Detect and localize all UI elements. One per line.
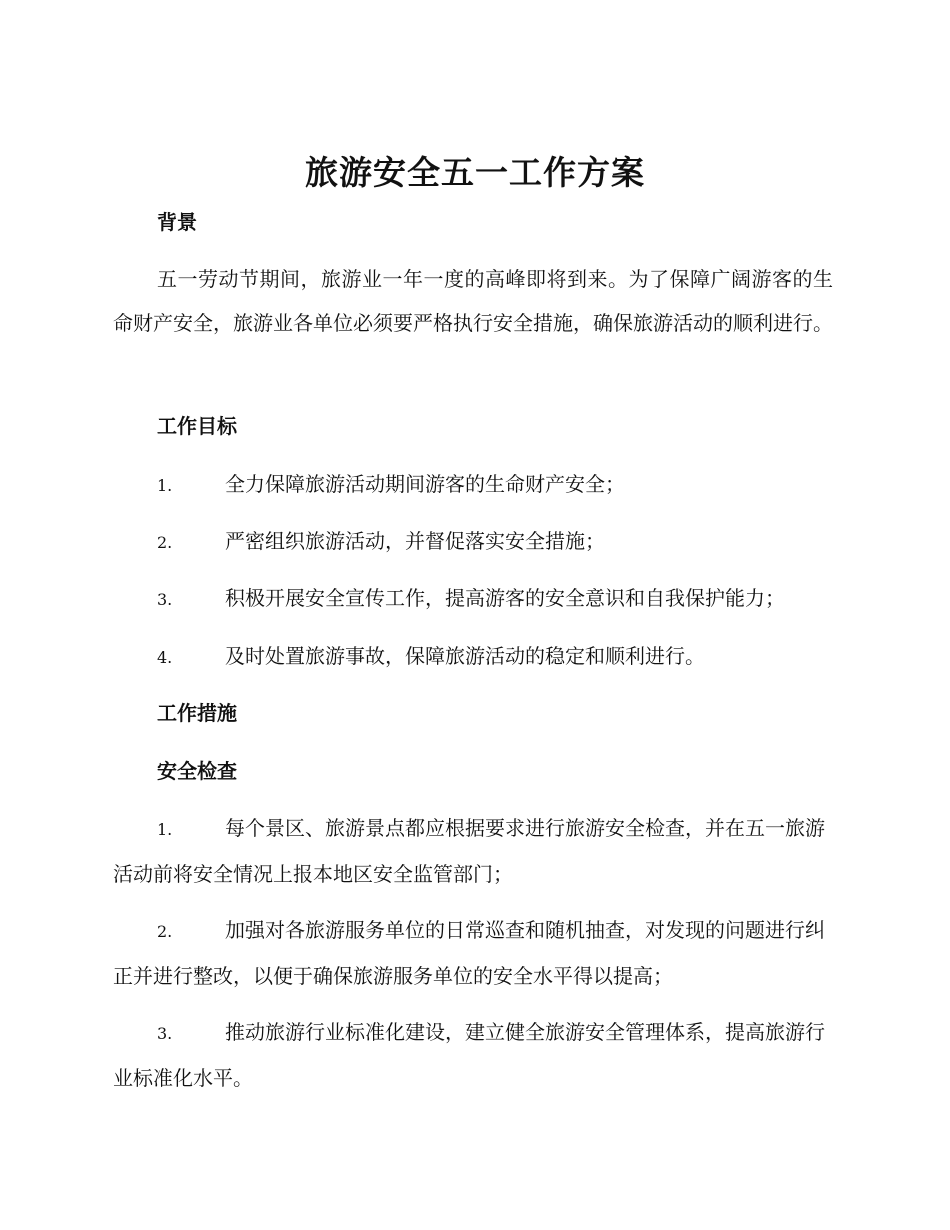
list-item-text: 加强对各旅游服务单位的日常巡查和随机抽查，对发现的问题进行纠正并进行整改，以便于确保旅游服务单位的安全水平得以提高； [113,918,825,988]
heading-measures: 工作措施 [157,701,237,725]
list-item-text: 积极开展安全宣传工作，提高游客的安全意识和自我保护能力； [225,586,785,610]
document-title: 旅游安全五一工作方案 [305,153,645,192]
safety-item-1 [113,806,833,896]
list-item-text: 全力保障旅游活动期间游客的生命财产安全； [225,472,625,496]
safety-item-2 [113,908,833,998]
safety-item-3 [113,1010,833,1100]
goal-item-2 [113,519,833,565]
list-number: 1. [157,820,173,839]
heading-background: 背景 [157,210,197,234]
list-number: 2. [157,533,173,552]
goal-item-3 [113,576,833,622]
heading-safety-check: 安全检查 [157,759,237,783]
list-item-text: 严密组织旅游活动，并督促落实安全措施； [225,529,605,553]
goal-item-4 [113,634,833,680]
heading-goals: 工作目标 [157,414,237,438]
list-number: 1. [157,476,173,495]
list-item-text: 每个景区、旅游景点都应根据要求进行旅游安全检查，并在五一旅游活动前将安全情况上报本地区安全监管部门； [113,816,825,886]
goal-item-1 [113,462,833,508]
list-number: 3. [157,1024,173,1043]
list-number: 4. [157,648,173,667]
list-item-text: 推动旅游行业标准化建设，建立健全旅游安全管理体系，提高旅游行业标准化水平。 [113,1020,825,1090]
list-item-text: 及时处置旅游事故，保障旅游活动的稳定和顺利进行。 [225,644,705,668]
list-number: 3. [157,590,173,609]
background-paragraph: 五一劳动节期间，旅游业一年一度的高峰即将到来。为了保障广阔游客的生命财产安全，旅游业各单位必须要严格执行安全措施，确保旅游活动的顺利进行。 [113,267,833,335]
list-number: 2. [157,922,173,941]
